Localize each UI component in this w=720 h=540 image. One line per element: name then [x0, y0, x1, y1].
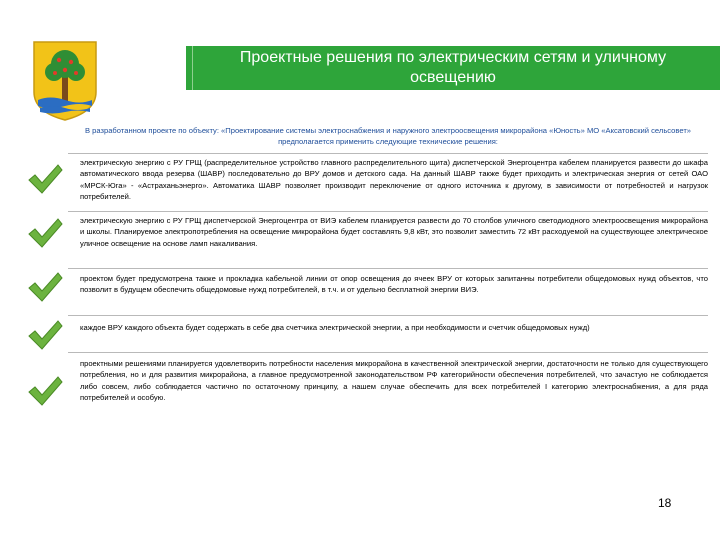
- banner-divider: [192, 46, 193, 90]
- page-number: 18: [658, 496, 672, 510]
- list-item: электрическую энергию с РУ ГРЩ (распределительное устройство главного распределительного щита) диспетчерской Энергоцентра кабелем планируется развести до шкафа автоматического ввода резерва (ШАВР) последовательно до ВРУ домов и детского сада. На данный ШАВР также будет приходить и электрическая энергия от сетей ОАО «МРСК-Юга» - «Астраханьэнерго». Автоматика ШАВР позволяет производит переключение от одного источника к другому, в зависимости от потребностей и нагрузок потребителей.: [80, 158, 708, 202]
- checkmark-icon: [26, 216, 64, 250]
- list-item: электрическую энергию с РУ ГРЩ диспетчерской Энергоцентра от ВИЭ кабелем планируется развести до 70 столбов уличного светодиодного электроосвещения микрорайона и школы. Планируемое электропотребления на освещение микрорайона будет составлять 9,8 кВт, это позволит заместить 72 кВт расходуемой на существующее электрическое уличное освещение на основе ламп накаливания.: [80, 216, 708, 248]
- slide-title: Проектные решения по электрическим сетям и уличному освещению: [239, 49, 667, 86]
- checkmark-icon: [26, 318, 64, 352]
- item-divider: [68, 352, 708, 353]
- item-divider: [68, 315, 708, 316]
- list-item: каждое ВРУ каждого объекта будет содержать в себе два счетчика электрической энергии, а при необходимости и счетчик общедомовых нужд): [80, 323, 590, 332]
- list-item: проектными решениями планируется удовлетворить потребности населения микрорайона в качественной электрической энергии, достаточности не только для существующего потребления, но и для развития микрорайона, а главное предусмотренной законодательством РФ категорийности обеспечения потребителей, что зачастую не соблюдается либо совсем, либо соблюдается частично по остаточному принципу, а нашем случае обеспечить для всех потребителей I категорию электроснабжения, а для ряда потребителей и особую.: [80, 359, 708, 403]
- checkmark-icon: [26, 374, 64, 408]
- slide-title-banner: [186, 46, 720, 90]
- checkmark-icon: [26, 162, 64, 196]
- item-divider: [68, 268, 708, 269]
- checkmark-icon: [26, 270, 64, 304]
- intro-text: В разработанном проекте по объекту: «Проектирование системы электроснабжения и наружного электроосвещения микрорайона «Юность» МО «Аксатовский сельсовет» предполагается применить следующие технические решения:: [84, 126, 692, 146]
- coat-of-arms-icon: [30, 40, 100, 122]
- list-item: проектом будет предусмотрена также и прокладка кабельной линии от опор освещения до ячеек ВРУ от которых запитанны потребители общедомовых нужд объектов, что позволит в будущем обеспечить общедомовые нужд потребителей, в т.ч. и от удельно бесплатной энергии ВИЭ.: [80, 274, 708, 295]
- item-divider: [68, 211, 708, 212]
- item-divider: [68, 153, 708, 154]
